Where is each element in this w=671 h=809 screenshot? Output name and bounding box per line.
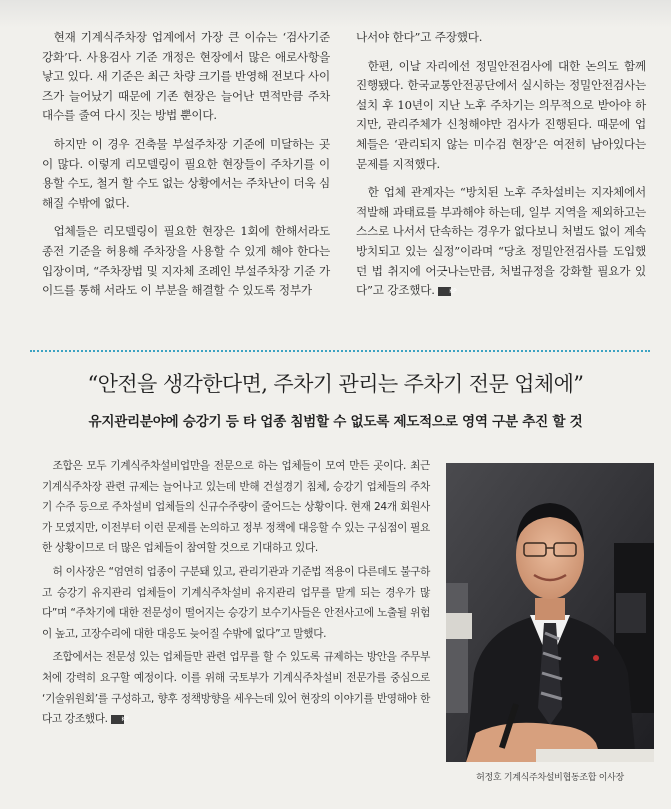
interview-paragraph-text: 조합에서는 전문성 있는 업체들만 관련 업무를 할 수 있도록 규제하는 방안을 주무부처에 강력히 요구할 예정이다. 이를 위해 국토부가 기계식주차설비 전문가를 중심으로 ‘기술위원회’를 구성하고, 향후 정책방향을 세우는데 있어 현장의 이야기를 반영해야 한다고 강조했다. (42, 651, 430, 726)
end-mark-icon: KP (438, 287, 451, 296)
section-divider (30, 350, 650, 352)
previous-page-header-fade (0, 0, 671, 28)
article-right-column (356, 28, 646, 310)
interview-paragraph (42, 647, 430, 729)
interview-paragraph: 허 이사장은 “엄연히 업종이 구분돼 있고, 관리기관과 기준법 적용이 다른데도 불구하고 승강기 유지관리 업체들이 기계식주차설비 유지관리 업무를 맡게 되는 경우가 많다”며 “주차기에 대한 전문성이 떨어지는 승강기 보수기사들은 안전사고에 노출될 위험이 높고, 고장수리에 대한 대응도 늦어질 수밖에 없다”고 말했다. (42, 565, 430, 640)
interview-headline: “안전을 생각한다면, 주차기 관리는 주차기 전문 업체에” (87, 372, 584, 396)
article-paragraph: 하지만 이 경우 건축물 부설주차장 기준에 미달하는 곳이 많다. 이렇게 리모델링이 필요한 현장들이 주차기를 이용할 수도, 철거 할 수도 없는 상황에서는 주차난이 더욱 심해질 수밖에 없다. (42, 136, 330, 210)
article-paragraph: 현재 기계식주차장 업계에서 가장 큰 이슈는 ‘검사기준 강화’다. 사용검사 기준 개정은 현장에서 많은 애로사항을 낳고 있다. 새 기준은 최근 차량 크기를 반영해 전보다 사이즈가 늘어났기 때문에 기존 현장은 늘어난 면적만큼 주차대수를 줄여 다시 짓는 방법 뿐이다. (42, 30, 330, 123)
article-paragraph: 한편, 이날 자리에선 정밀안전검사에 대한 논의도 함께 진행됐다. 한국교통안전공단에서 실시하는 정밀안전검사는 설치 후 10년이 지난 노후 주차기는 의무적으로 받아야 하지만, 관리주체가 신청해야만 검사가 진행된다. 때문에 업체들은 ‘관리되지 않는 미수검 현장’은 여전히 남아있다는 문제를 지적했다. (356, 58, 646, 171)
article-left-column (42, 28, 330, 310)
photo-caption: 허정호 기계식주차설비협동조합 이사장 (476, 773, 624, 783)
interview-paragraph: 조합은 모두 기계식주차설비업만을 전문으로 하는 업체들이 모여 만든 곳이다. 최근 기계식주차장 관련 규제는 늘어나고 있는데 반해 건설경기 침체, 승강기 업체들의 주차기 수주 등으로 주차설비 업체들의 신규수주량이 줄어드는 상황이다. 현재 24개 회원사가 모였지만, 이전부터 이런 문제를 논의하고 정부 정책에 대응할 수 있는 구심점이 필요한 상황이므로 더 많은 업체들이 참여할 것으로 기대하고 있다. (42, 460, 430, 555)
interview-subhead: 유지관리분야에 승강기 등 타 업종 침범할 수 없도록 제도적으로 영역 구분 추진 할 것 (88, 414, 583, 430)
interview-body (42, 456, 430, 733)
article-paragraph: 나서야 한다”고 주장했다. (356, 30, 483, 44)
end-mark-icon: KP (111, 715, 124, 724)
portrait-photo (446, 463, 654, 762)
article-paragraph-text: 한 업체 관계자는 “방치된 노후 주차설비는 지자체에서 적발해 과태료를 부과해야 하는데, 일부 지역을 제외하고는 스스로 나서서 단속하는 경우가 없다보니 처벌도 없이 계속 방치되고 있는 실정”이라며 “당초 정밀안전검사를 도입했던 법 취지에 어긋나는만큼, 처벌규정을 강화할 필요가 있다”고 강조했다. (356, 185, 646, 298)
article-paragraph: 업체들은 리모델링이 필요한 현장은 1회에 한해서라도 종전 기준을 허용해 주차장을 사용할 수 있게 해야 한다는 입장이며, “주차장법 및 지자체 조례인 부설주차장 기준 가이드를 통해 서라도 이 부분을 해결할 수 있도록 정부가 (42, 224, 330, 298)
article-paragraph (356, 183, 646, 301)
